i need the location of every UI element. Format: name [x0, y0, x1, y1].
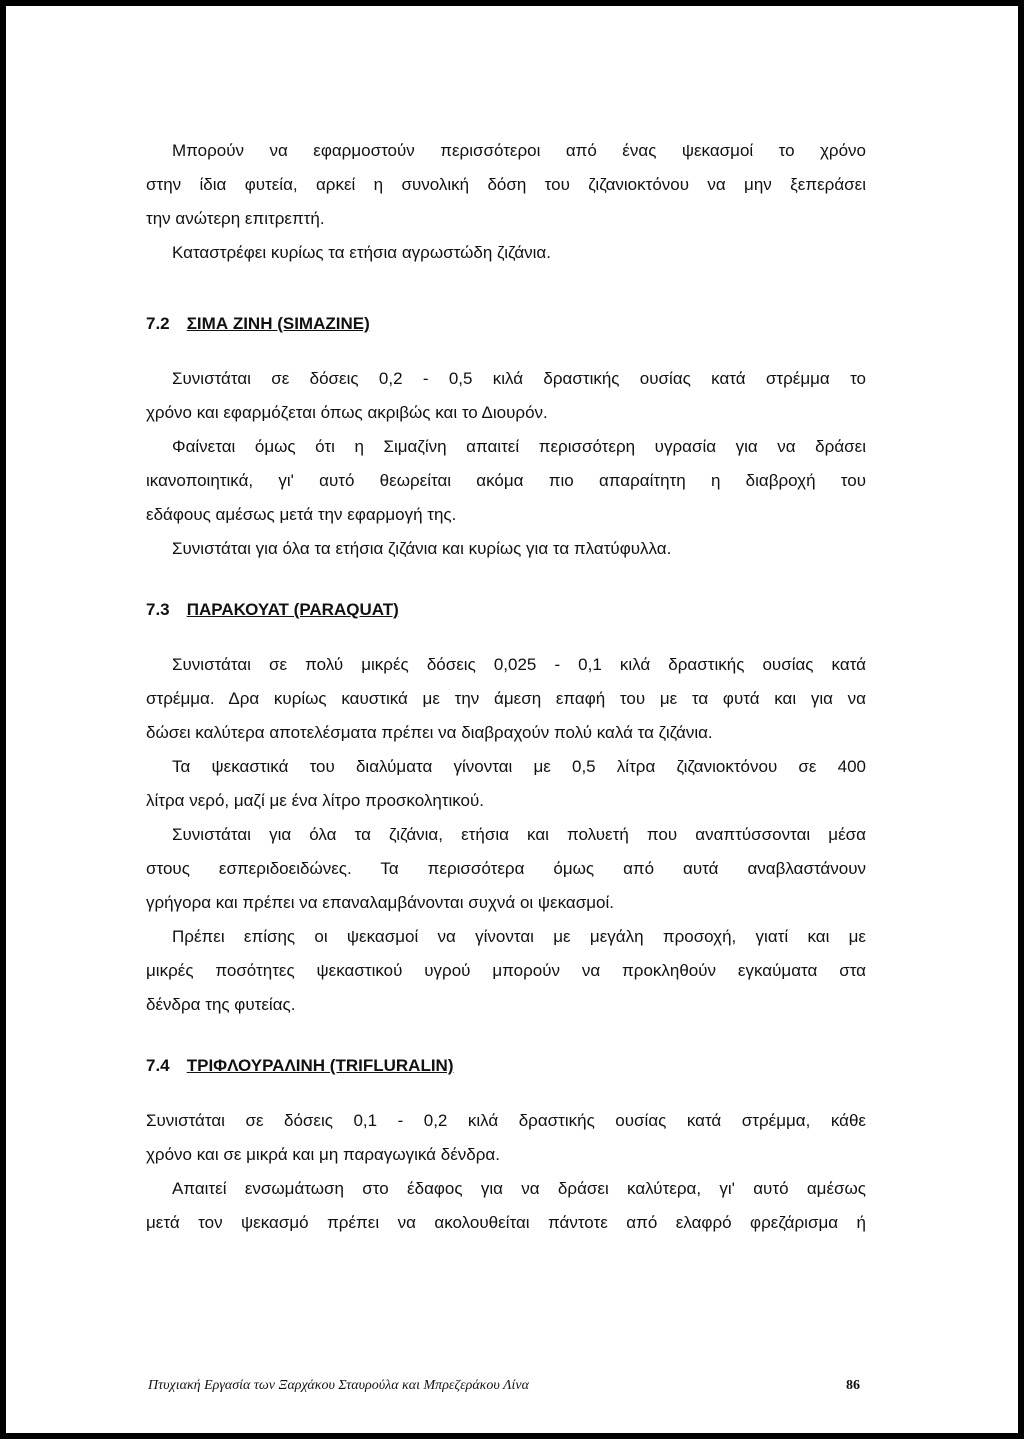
section-7-3-line: δώσει καλύτερα αποτελέσματα πρέπει να διαβραχούν πολύ καλά τα ζιζάνια. [146, 723, 713, 742]
section-7-2-line: Συνιστάται για όλα τα ετήσια ζιζάνια και κυρίως για τα πλατύφυλλα. [172, 539, 672, 558]
section-heading-7-3 [146, 590, 866, 630]
section-number: 7.3 [146, 600, 170, 619]
section-7-3-line: Συνιστάται για όλα τα ζιζάνια, ετήσια και πολυετή που αναπτύσσονται μέσα [172, 825, 866, 844]
page-footer [148, 1374, 860, 1398]
section-7-2-line: εδάφους αμέσως μετά την εφαρμογή της. [146, 505, 457, 524]
section-7-2-line: Συνιστάται σε δόσεις 0,2 - 0,5 κιλά δραστικής ουσίας κατά στρέμμα το [172, 369, 866, 388]
section-7-3-line: μικρές ποσότητες ψεκαστικού υγρού μπορούν να προκληθούν εγκαύματα στα [146, 961, 866, 980]
section-7-4-line: Απαιτεί ενσωμάτωση στο έδαφος για να δράσει καλύτερα, γι' αυτό αμέσως [172, 1179, 866, 1198]
section-7-2-line: Φαίνεται όμως ότι η Σιμαζίνη απαιτεί περισσότερη υγρασία για να δράσει [172, 437, 866, 456]
section-7-3-line: γρήγορα και πρέπει να επαναλαμβάνονται συχνά οι ψεκασμοί. [146, 893, 614, 912]
section-7-3-line: Τα ψεκαστικά του διαλύματα γίνονται με 0,5 λίτρα ζιζανιοκτόνου σε 400 [172, 757, 866, 776]
section-title: ΣΙΜΑ ΖΙΝΗ (SIMAZINE) [186, 314, 370, 333]
section-7-4-line: μετά τον ψεκασμό πρέπει να ακολουθείται πάντοτε από ελαφρό φρεζάρισμα ή [146, 1213, 866, 1232]
section-7-2-line: ικανοποιητικά, γι' αυτό θεωρείται ακόμα πιο απαραίτητη η διαβροχή του [146, 471, 866, 490]
intro-line: την ανώτερη επιτρεπτή. [146, 209, 325, 228]
intro-line: Καταστρέφει κυρίως τα ετήσια αγρωστώδη ζιζάνια. [172, 243, 551, 262]
section-heading-7-2 [146, 304, 866, 344]
section-heading-7-4 [146, 1046, 866, 1086]
section-7-2-line: χρόνο και εφαρμόζεται όπως ακριβώς και το Διουρόν. [146, 403, 548, 422]
section-title: ΤΡΙΦΛΟΥΡΑΛΙΝΗ (TRIFLURALIN) [186, 1056, 454, 1075]
section-title: ΠΑΡΑΚΟΥΑΤ (PARAQUAT) [186, 600, 399, 619]
section-7-3-line: στους εσπεριδοειδώνες. Τα περισσότερα όμως από αυτά αναβλαστάνουν [146, 859, 866, 878]
section-7-3-line: λίτρα νερό, μαζί με ένα λίτρο προσκολητικού. [146, 791, 485, 810]
section-7-4-line: Συνιστάται σε δόσεις 0,1 - 0,2 κιλά δραστικής ουσίας κατά στρέμμα, κάθε [146, 1111, 866, 1130]
intro-line: στην ίδια φυτεία, αρκεί η συνολική δόση του ζιζανιοκτόνου να μην ξεπεράσει [146, 175, 866, 194]
section-7-3-line: δένδρα της φυτείας. [146, 995, 296, 1014]
section-7-3-line: Πρέπει επίσης οι ψεκασμοί να γίνονται με μεγάλη προσοχή, γιατί και με [172, 927, 866, 946]
section-number: 7.4 [146, 1056, 170, 1075]
document-body [146, 134, 866, 1240]
section-number: 7.2 [146, 314, 170, 333]
footer-text: Πτυχιακή Εργασία των Ξαρχάκου Σταυρούλα και Μπρεζεράκου Λίνα [148, 1378, 529, 1393]
page-number: 86 [846, 1378, 860, 1393]
section-7-4-line: χρόνο και σε μικρά και μη παραγωγικά δένδρα. [146, 1145, 500, 1164]
section-7-3-line: Συνιστάται σε πολύ μικρές δόσεις 0,025 - 0,1 κιλά δραστικής ουσίας κατά [172, 655, 866, 674]
section-7-3-line: στρέμμα. Δρα κυρίως καυστικά με την άμεση επαφή του με τα φυτά και για να [146, 689, 866, 708]
intro-line: Μπορούν να εφαρμοστούν περισσότεροι από ένας ψεκασμοί το χρόνο [172, 141, 866, 160]
